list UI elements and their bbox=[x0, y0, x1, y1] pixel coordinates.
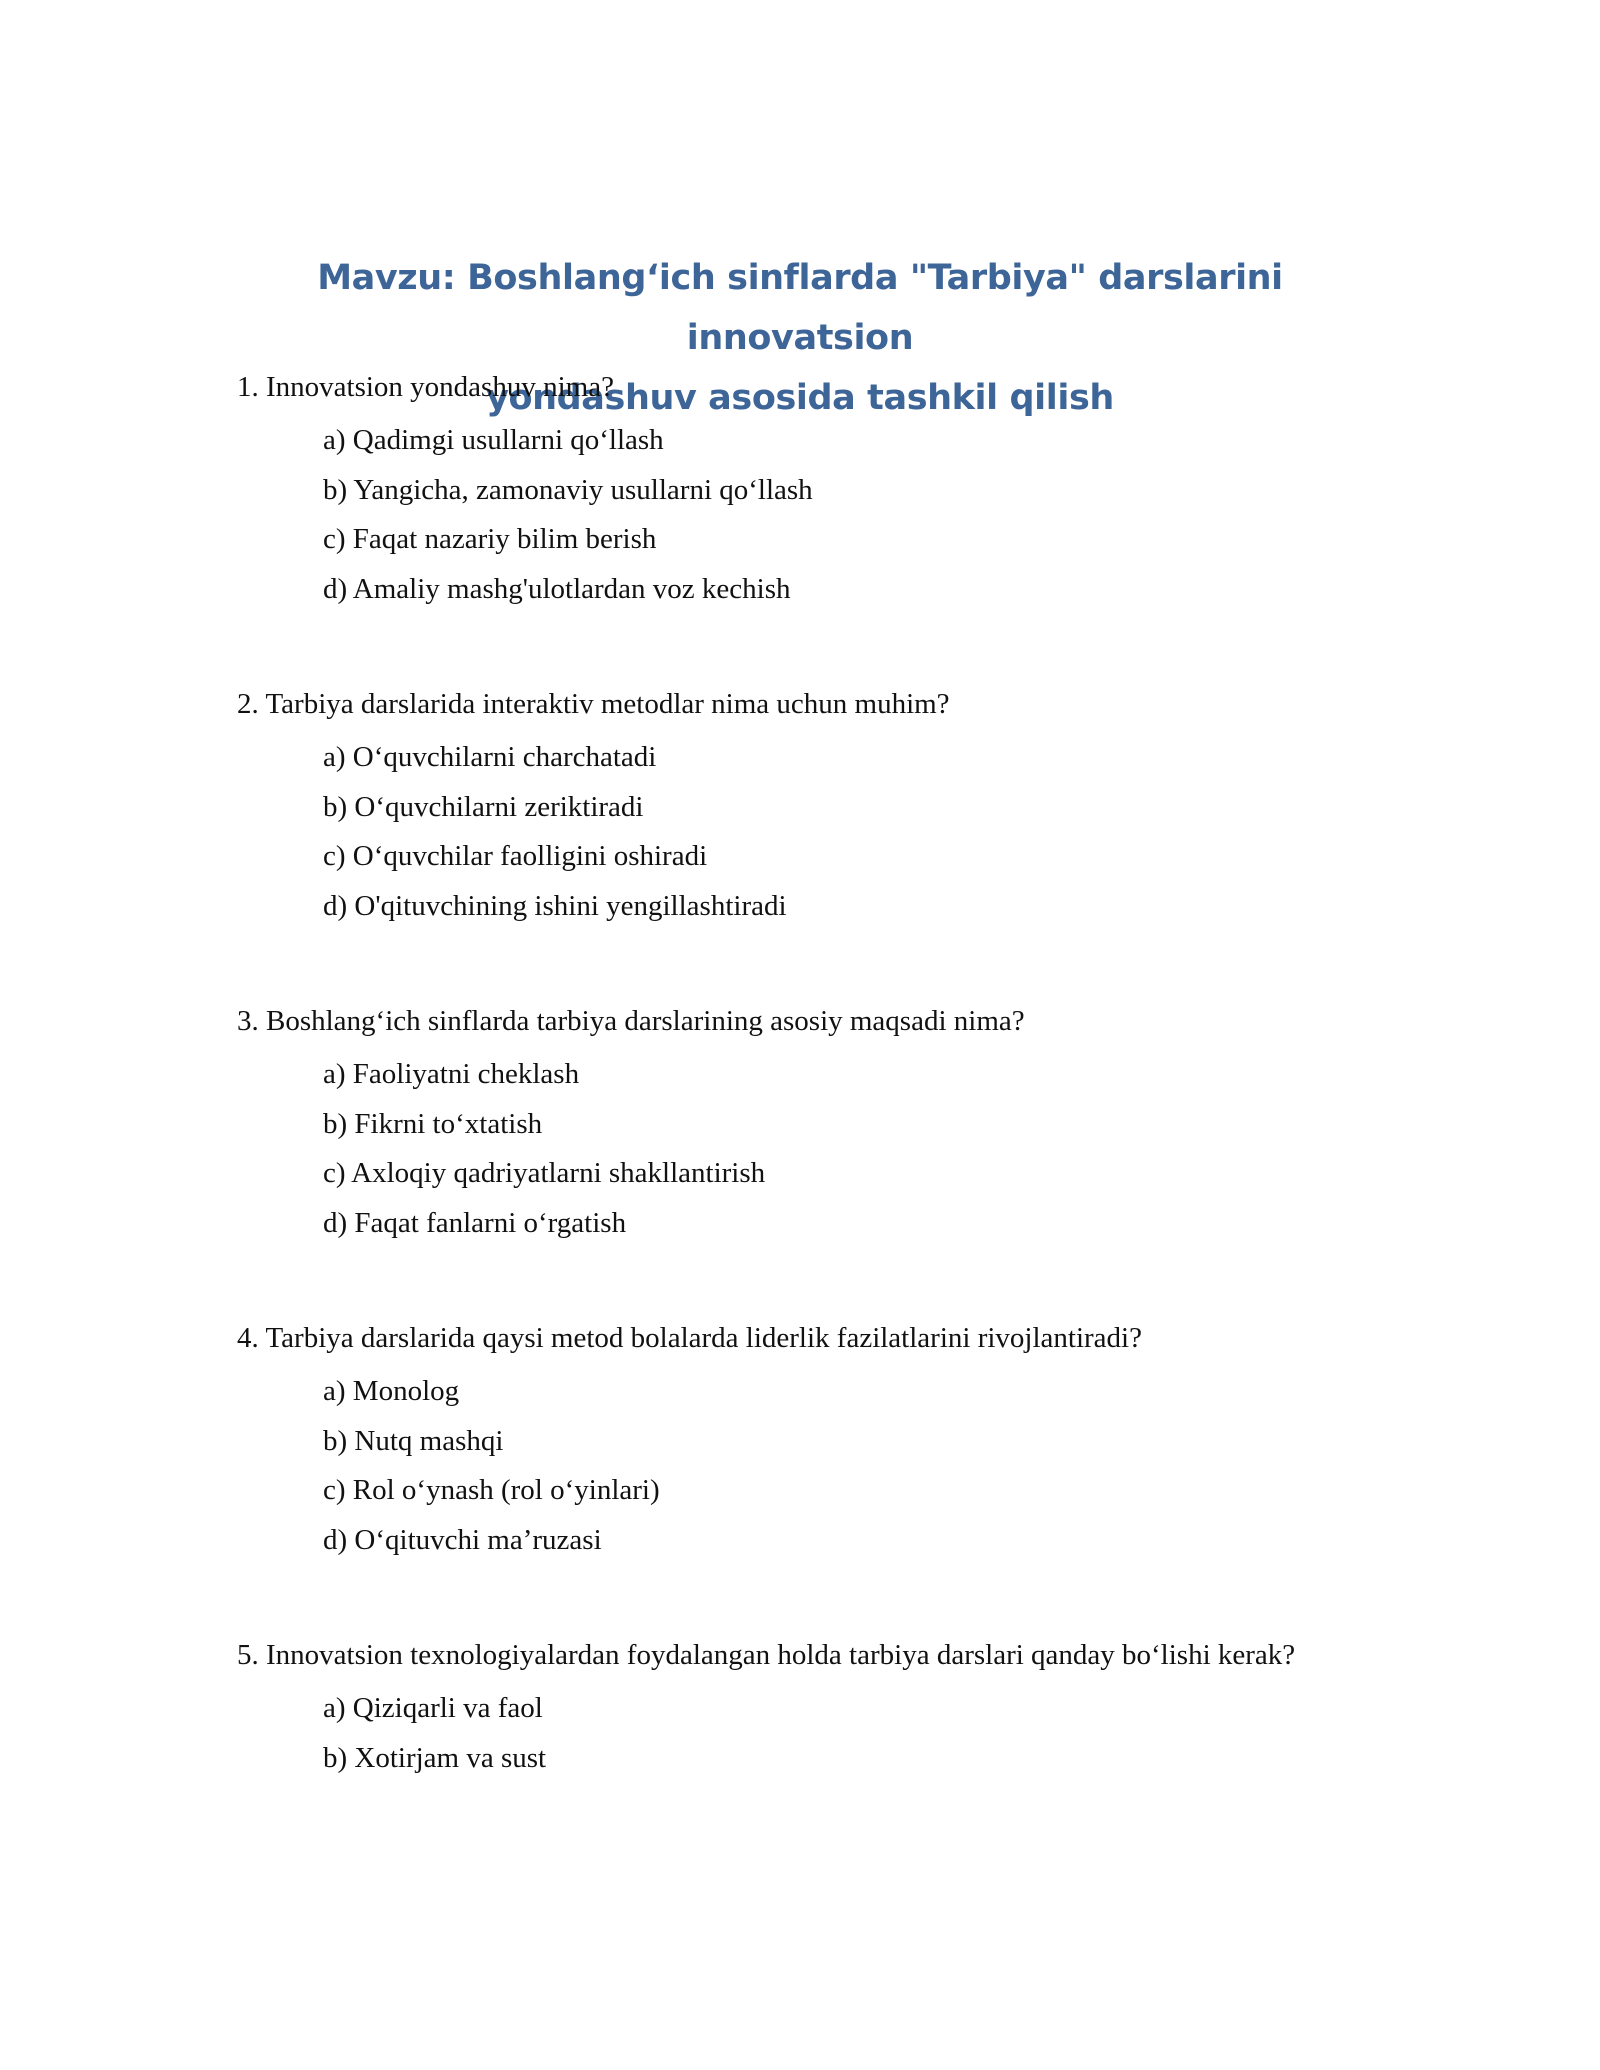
option-d: d) Faqat fanlarni o‘rgatish bbox=[323, 1206, 627, 1239]
option-list bbox=[237, 1367, 1327, 1565]
option-d: d) O'qituvchining ishini yengillashtiradi bbox=[323, 889, 787, 922]
option-b: b) Nutq mashqi bbox=[323, 1424, 504, 1457]
option-d: d) O‘qituvchi ma’ruzasi bbox=[323, 1523, 602, 1556]
question-3 bbox=[237, 1000, 1327, 1248]
question-spacer bbox=[237, 931, 1327, 1000]
title-line-2: yondashuv asosida tashkil qilish bbox=[486, 378, 1114, 418]
question-list bbox=[237, 366, 1327, 1783]
option-a: a) Qiziqarli va faol bbox=[323, 1692, 543, 1724]
question-2 bbox=[237, 683, 1327, 931]
option-list bbox=[237, 733, 1327, 931]
option-d: d) Amaliy mashg'ulotlardan voz kechish bbox=[323, 572, 791, 605]
question-text: 3. Boshlang‘ich sinflarda tarbiya darslarining asosiy maqsadi nima? bbox=[237, 1005, 1025, 1037]
option-b: b) O‘quvchilarni zeriktiradi bbox=[323, 790, 644, 823]
option-list bbox=[237, 1684, 1327, 1783]
option-c: c) Axloqiy qadriyatlarni shakllantirish bbox=[323, 1157, 766, 1189]
question-text: 2. Tarbiya darslarida interaktiv metodlar nima uchun muhim? bbox=[237, 688, 950, 720]
option-a: a) O‘quvchilarni charchatadi bbox=[323, 741, 657, 773]
option-c: c) O‘quvchilar faolligini oshiradi bbox=[323, 840, 708, 872]
question-text: 1. Innovatsion yondashuv nima? bbox=[237, 371, 614, 403]
option-b: b) Fikrni to‘xtatish bbox=[323, 1107, 543, 1140]
question-1 bbox=[237, 366, 1327, 614]
question-spacer bbox=[237, 1565, 1327, 1634]
option-c: c) Faqat nazariy bilim berish bbox=[323, 523, 657, 555]
question-4 bbox=[237, 1317, 1327, 1565]
option-a: a) Monolog bbox=[323, 1375, 460, 1407]
option-b: b) Yangicha, zamonaviy usullarni qo‘llash bbox=[323, 473, 813, 506]
option-c: c) Rol o‘ynash (rol o‘yinlari) bbox=[323, 1474, 660, 1506]
option-a: a) Qadimgi usullarni qo‘llash bbox=[323, 424, 664, 456]
option-list bbox=[237, 416, 1327, 614]
title-line-1: Mavzu: Boshlang‘ich sinflarda "Tarbiya" darslarini innovatsion bbox=[317, 258, 1283, 358]
question-text: 5. Innovatsion texnologiyalardan foydalangan holda tarbiya darslari qanday bo‘lishi kerak? bbox=[237, 1639, 1296, 1671]
option-a: a) Faoliyatni cheklash bbox=[323, 1058, 580, 1090]
option-b: b) Xotirjam va sust bbox=[323, 1741, 547, 1774]
option-list bbox=[237, 1050, 1327, 1248]
question-spacer bbox=[237, 614, 1327, 683]
question-spacer bbox=[237, 1248, 1327, 1317]
question-text: 4. Tarbiya darslarida qaysi metod bolalarda liderlik fazilatlarini rivojlantiradi? bbox=[237, 1322, 1142, 1354]
question-5 bbox=[237, 1634, 1327, 1783]
